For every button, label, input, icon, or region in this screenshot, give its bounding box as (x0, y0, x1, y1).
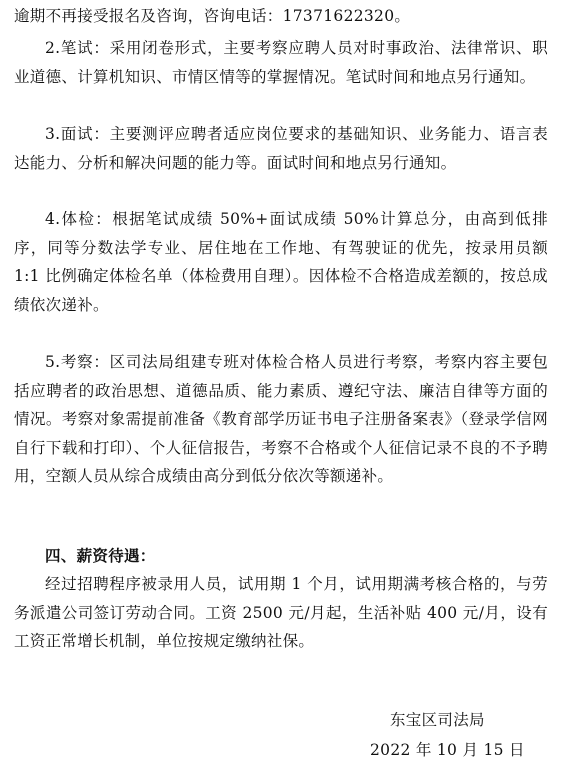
paragraph-written-exam: 2.笔试：采用闭卷形式，主要考察应聘人员对时事政治、法律常识、职业道德、计算机知识、市情区情等的掌握情况。笔试时间和地点另行通知。 (14, 39, 548, 86)
paragraph-salary: 经过招聘程序被录用人员，试用期 1 个月，试用期满考核合格的，与劳务派遣公司签订劳动合同。工资 2500 元/月起，生活补贴 400 元/月，设有工资正常增长机制，单位按规定缴纳社保。 (14, 575, 548, 651)
paragraph-interview: 3.面试：主要测评应聘者适应岗位要求的基础知识、业务能力、语言表达能力、分析和解决问题的能力等。面试时间和地点另行通知。 (14, 125, 548, 172)
signature-date: 2022 年 10 月 15 日 (370, 741, 525, 759)
paragraph-contact: 逾期不再接受报名及咨询，咨询电话：17371622320。 (14, 7, 411, 25)
paragraph-physical-exam: 4.体检：根据笔试成绩 50%+面试成绩 50%计算总分，由高到低排序，同等分数法学专业、居住地在工作地、有驾驶证的优先，按录用员额 1:1 比例确定体检名单（体检费用自理）。因体检不合格造成差额的，按总成绩依次递补。 (14, 210, 548, 314)
signature-organization: 东宝区司法局 (390, 711, 485, 729)
paragraph-inspection: 5.考察：区司法局组建专班对体检合格人员进行考察，考察内容主要包括应聘者的政治思想、道德品质、能力素质、遵纪守法、廉洁自律等方面的情况。考察对象需提前准备《教育部学历证书电子注册备案表》（登录学信网自行下载和打印）、个人征信报告，考察不合格或个人征信记录不良的不予聘用，空额人员从综合成绩由高分到低分依次等额递补。 (14, 353, 548, 486)
section-heading-salary: 四、薪资待遇： (45, 547, 156, 565)
